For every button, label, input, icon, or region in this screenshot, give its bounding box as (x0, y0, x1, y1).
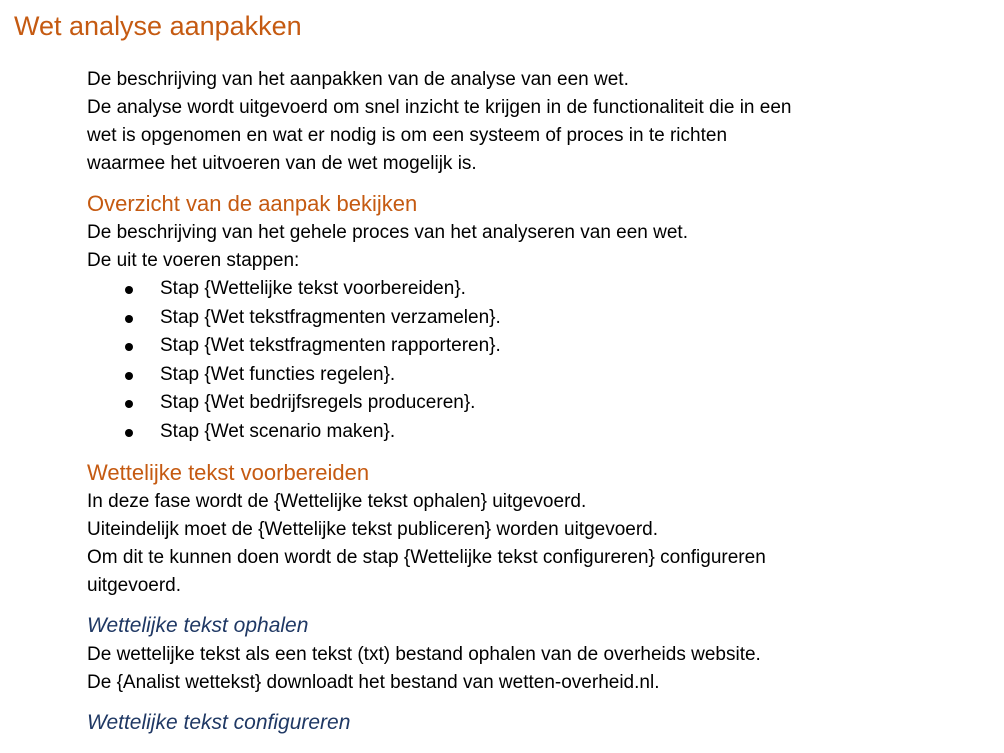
fetch-line: De wettelijke tekst als een tekst (txt) bestand ophalen van de overheids website. (87, 643, 761, 665)
prepare-line: In deze fase wordt de {Wettelijke tekst ophalen} uitgevoerd. (87, 490, 587, 512)
list-item (87, 418, 987, 447)
intro-line: waarmee het uitvoeren van de wet mogelijk is. (87, 153, 477, 174)
overview-line: De beschrijving van het gehele proces van het analyseren van een wet. (87, 222, 688, 243)
list-item (87, 361, 987, 390)
intro-line: De analyse wordt uitgevoerd om snel inzicht te krijgen in de functionaliteit die in een (87, 97, 792, 118)
step-label: Stap {Wet tekstfragmenten verzamelen}. (160, 306, 501, 328)
prepare-line: Om dit te kunnen doen wordt de stap {Wettelijke tekst configureren} configureren (87, 546, 766, 568)
prepare-line: uitgevoerd. (87, 574, 182, 596)
overview-line: De uit te voeren stappen: (87, 250, 300, 271)
list-item (87, 332, 987, 361)
prepare-line: Uiteindelijk moet de {Wettelijke tekst publiceren} worden uitgevoerd. (87, 518, 659, 540)
prepare-section (87, 458, 987, 600)
step-label: Stap {Wet bedrijfsregels produceren}. (160, 392, 476, 414)
step-label: Stap {Wettelijke tekst voorbereiden}. (160, 278, 466, 299)
overview-section (87, 189, 987, 447)
overview-heading: Overzicht van de aanpak bekijken (87, 191, 418, 216)
bullet-icon (125, 400, 133, 408)
prepare-heading: Wettelijke tekst voorbereiden (87, 459, 370, 485)
page-title: Wet analyse aanpakken (14, 11, 302, 41)
document-body (87, 66, 987, 748)
configure-heading: Wettelijke tekst configureren (87, 710, 351, 734)
list-item (87, 275, 987, 304)
bullet-icon (125, 315, 133, 323)
list-item (87, 304, 987, 333)
step-label: Stap {Wet tekstfragmenten rapporteren}. (160, 335, 501, 357)
bullet-icon (125, 343, 133, 351)
configure-section (87, 708, 987, 738)
fetch-section (87, 611, 987, 697)
step-label: Stap {Wet scenario maken}. (160, 420, 396, 442)
fetch-heading: Wettelijke tekst ophalen (87, 613, 309, 637)
intro-line: De beschrijving van het aanpakken van de analyse van een wet. (87, 69, 629, 90)
step-label: Stap {Wet functies regelen}. (160, 363, 396, 385)
list-item (87, 389, 987, 418)
bullet-icon (125, 372, 133, 380)
bullet-icon (125, 429, 133, 437)
intro-section (87, 66, 987, 178)
steps-list (87, 275, 987, 447)
bullet-icon (125, 286, 133, 294)
fetch-line: De {Analist wettekst} downloadt het bestand van wetten-overheid.nl. (87, 671, 660, 693)
intro-line: wet is opgenomen en wat er nodig is om een systeem of proces in te richten (87, 125, 728, 146)
